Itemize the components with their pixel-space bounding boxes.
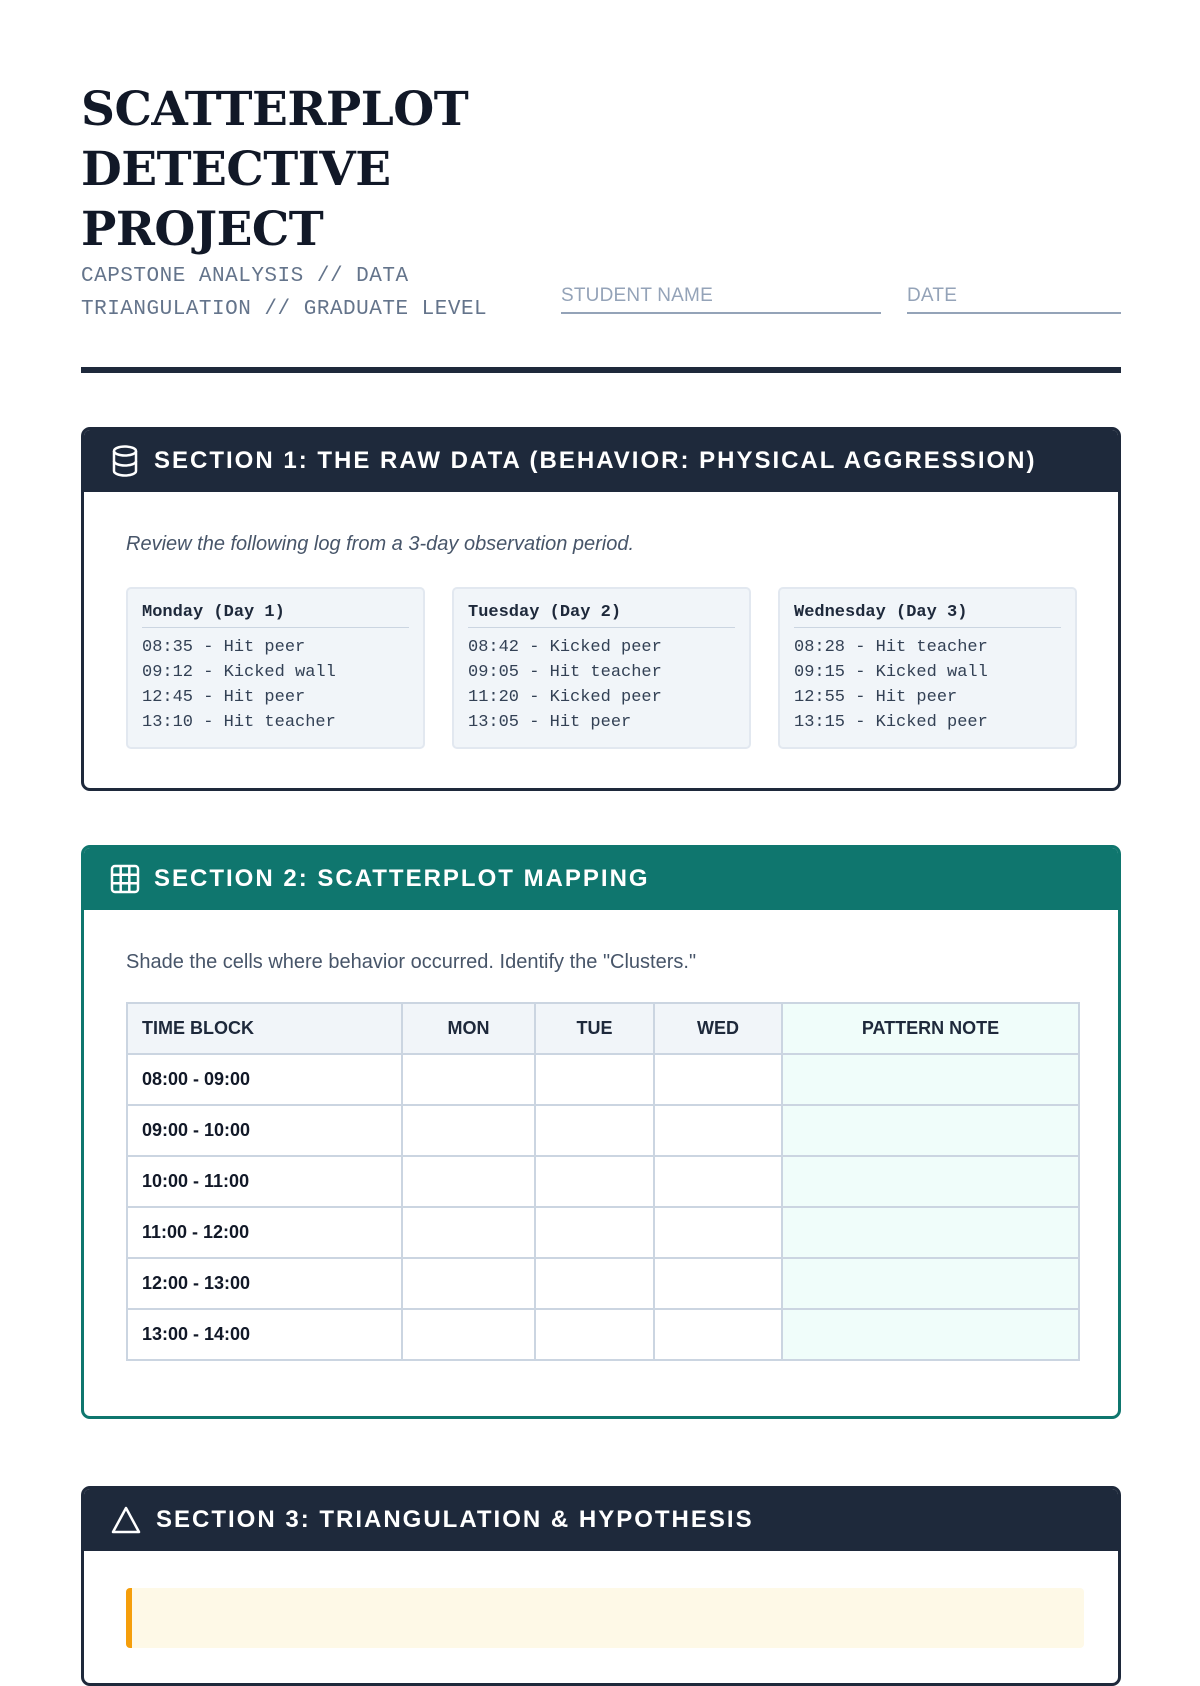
grid-cell-tue[interactable] xyxy=(535,1207,654,1258)
grid-cell-tue[interactable] xyxy=(535,1105,654,1156)
subtitle-line: TRIANGULATION // GRADUATE LEVEL xyxy=(81,298,488,321)
grid-cell-wed[interactable] xyxy=(654,1258,782,1309)
date-field[interactable] xyxy=(907,285,1121,314)
log-entry: 13:05 - Hit peer xyxy=(468,713,632,732)
page-header xyxy=(81,0,1121,380)
column-header: MON xyxy=(402,1003,535,1054)
page-title xyxy=(81,80,541,260)
time-block-label: 09:00 - 10:00 xyxy=(127,1105,402,1156)
grid-icon xyxy=(110,864,140,894)
log-entry: 13:10 - Hit teacher xyxy=(142,713,336,732)
log-entry: 13:15 - Kicked peer xyxy=(794,713,988,732)
header-divider xyxy=(81,367,1121,373)
log-entry: 12:55 - Hit peer xyxy=(794,688,958,707)
section-header xyxy=(84,430,1118,492)
pattern-note-cell[interactable] xyxy=(782,1309,1079,1360)
log-entry: 08:35 - Hit peer xyxy=(142,638,306,657)
section-intro: Shade the cells where behavior occurred. Identify the "Clusters." xyxy=(126,951,697,973)
title-line: DETECTIVE xyxy=(81,142,391,197)
student-name-placeholder: STUDENT NAME xyxy=(561,285,713,306)
section-triangulation xyxy=(81,1486,1121,1686)
log-entry: 11:20 - Kicked peer xyxy=(468,688,662,707)
grid-cell-wed[interactable] xyxy=(654,1054,782,1105)
grid-cell-wed[interactable] xyxy=(654,1156,782,1207)
grid-cell-wed[interactable] xyxy=(654,1309,782,1360)
section-title: SECTION 1: THE RAW DATA (BEHAVIOR: PHYSICAL AGGRESSION) xyxy=(154,447,1037,474)
student-name-field[interactable] xyxy=(561,285,881,314)
log-entry: 09:05 - Hit teacher xyxy=(468,663,662,682)
time-block-label: 10:00 - 11:00 xyxy=(127,1156,402,1207)
observation-logs xyxy=(126,587,1077,749)
hypothesis-callout xyxy=(126,1588,1084,1648)
database-icon xyxy=(110,445,140,477)
day-log xyxy=(452,587,751,749)
pattern-note-cell[interactable] xyxy=(782,1258,1079,1309)
day-title: Wednesday (Day 3) xyxy=(794,603,1061,628)
grid-cell-wed[interactable] xyxy=(654,1207,782,1258)
grid-cell-wed[interactable] xyxy=(654,1105,782,1156)
pattern-note-cell[interactable] xyxy=(782,1054,1079,1105)
grid-cell-mon[interactable] xyxy=(402,1309,535,1360)
subtitle-line: CAPSTONE ANALYSIS // DATA xyxy=(81,265,409,288)
section-title: SECTION 2: SCATTERPLOT MAPPING xyxy=(154,865,650,892)
section-scatterplot-mapping xyxy=(81,845,1121,1419)
title-line: SCATTERPLOT xyxy=(81,82,469,137)
log-entry: 09:15 - Kicked wall xyxy=(794,663,988,682)
pattern-note-cell[interactable] xyxy=(782,1207,1079,1258)
grid-cell-mon[interactable] xyxy=(402,1258,535,1309)
table-row xyxy=(127,1207,1079,1258)
day-log xyxy=(778,587,1077,749)
grid-cell-mon[interactable] xyxy=(402,1207,535,1258)
section-header xyxy=(84,1489,1118,1551)
triangle-icon xyxy=(110,1505,142,1535)
log-entry: 12:45 - Hit peer xyxy=(142,688,306,707)
section-title: SECTION 3: TRIANGULATION & HYPOTHESIS xyxy=(156,1506,754,1533)
grid-cell-tue[interactable] xyxy=(535,1156,654,1207)
column-header: TIME BLOCK xyxy=(127,1003,402,1054)
title-line: PROJECT xyxy=(81,202,324,257)
day-title: Monday (Day 1) xyxy=(142,603,409,628)
section-intro: Review the following log from a 3-day observation period. xyxy=(126,533,635,555)
page-subtitle xyxy=(81,260,551,326)
date-placeholder: DATE xyxy=(907,285,958,306)
log-entry: 09:12 - Kicked wall xyxy=(142,663,336,682)
table-row xyxy=(127,1156,1079,1207)
grid-header-row xyxy=(127,1003,1079,1054)
log-entry: 08:28 - Hit teacher xyxy=(794,638,988,657)
pattern-note-cell[interactable] xyxy=(782,1105,1079,1156)
column-header: PATTERN NOTE xyxy=(782,1003,1079,1054)
grid-cell-mon[interactable] xyxy=(402,1156,535,1207)
section-raw-data xyxy=(81,427,1121,791)
grid-cell-mon[interactable] xyxy=(402,1105,535,1156)
time-block-label: 08:00 - 09:00 xyxy=(127,1054,402,1105)
grid-cell-tue[interactable] xyxy=(535,1054,654,1105)
day-title: Tuesday (Day 2) xyxy=(468,603,735,628)
table-row xyxy=(127,1309,1079,1360)
grid-cell-tue[interactable] xyxy=(535,1309,654,1360)
time-block-label: 11:00 - 12:00 xyxy=(127,1207,402,1258)
worksheet-page xyxy=(81,0,1121,1533)
day-log xyxy=(126,587,425,749)
pattern-note-cell[interactable] xyxy=(782,1156,1079,1207)
table-row xyxy=(127,1105,1079,1156)
time-block-label: 12:00 - 13:00 xyxy=(127,1258,402,1309)
column-header: TUE xyxy=(535,1003,654,1054)
grid-cell-tue[interactable] xyxy=(535,1258,654,1309)
grid-cell-mon[interactable] xyxy=(402,1054,535,1105)
section-header xyxy=(84,848,1118,910)
log-entry: 08:42 - Kicked peer xyxy=(468,638,662,657)
table-row xyxy=(127,1054,1079,1105)
table-row xyxy=(127,1258,1079,1309)
scatterplot-grid xyxy=(126,1002,1080,1361)
column-header: WED xyxy=(654,1003,782,1054)
time-block-label: 13:00 - 14:00 xyxy=(127,1309,402,1360)
